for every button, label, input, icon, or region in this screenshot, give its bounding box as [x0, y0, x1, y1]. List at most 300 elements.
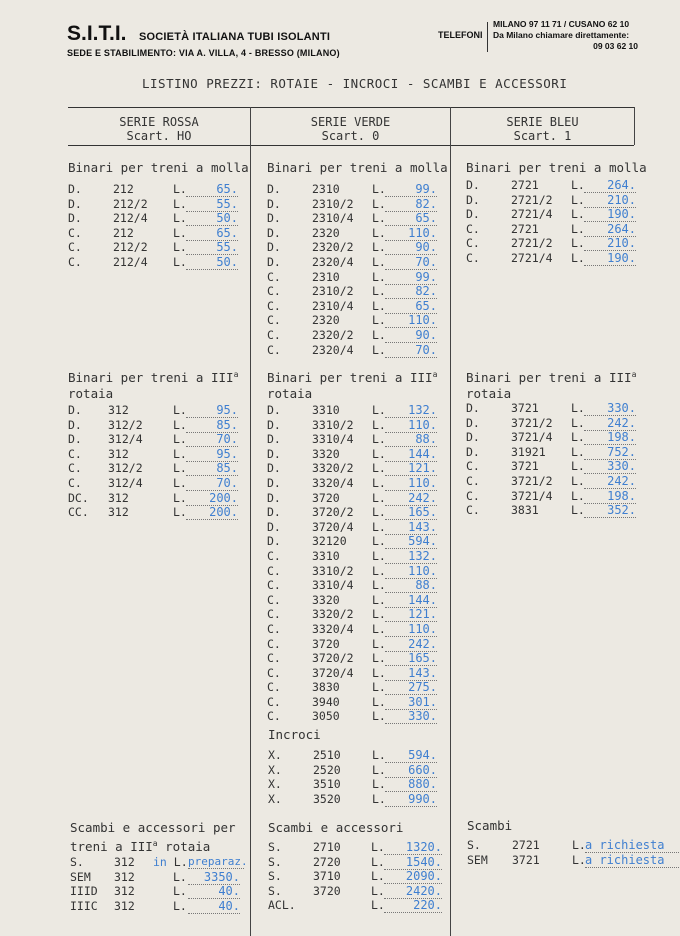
row-code: 2720: [313, 854, 341, 869]
row-price: 210.: [584, 236, 636, 251]
price-row: [268, 748, 448, 763]
title-part: rotaia: [157, 839, 211, 855]
row-price: 85.: [186, 461, 238, 476]
series-scale: Scart. 0: [321, 129, 380, 143]
row-currency: L.: [571, 459, 585, 474]
row-price: 70.: [186, 432, 238, 447]
title-part: treni a III: [70, 839, 153, 855]
price-row: [267, 197, 447, 212]
row-currency: L.: [372, 563, 386, 578]
row-price: 88.: [385, 432, 437, 447]
row-type: D.: [267, 534, 281, 549]
row-currency: L.: [372, 461, 386, 476]
row-type: D.: [267, 490, 281, 505]
price-row: [268, 763, 448, 778]
row-currency: L.: [571, 178, 585, 192]
price-row: [68, 211, 248, 226]
row-code: 2721: [511, 178, 539, 192]
row-code: 3721: [512, 852, 540, 867]
phone-box: [493, 19, 638, 52]
table-header-rule: [68, 145, 634, 146]
row-type: C.: [267, 578, 281, 593]
row-type: D.: [267, 240, 281, 255]
price-row: [267, 447, 447, 462]
price-row: [267, 343, 447, 358]
price-row: [466, 251, 646, 266]
row-currency: L.: [173, 505, 187, 520]
row-code: 2710: [313, 840, 341, 854]
section-title-molla-verde: Binari per treni a molla: [267, 160, 448, 175]
row-currency: L.: [372, 777, 386, 792]
row-currency: L.: [372, 446, 386, 461]
title-superscript: a: [631, 370, 637, 379]
row-currency: L.: [372, 240, 386, 255]
row-code: 3320/4: [312, 475, 354, 490]
price-row: [466, 489, 646, 504]
row-currency: L.: [372, 636, 386, 651]
row-type: C.: [68, 240, 82, 255]
phone-line-2: Da Milano chiamare direttamente:: [493, 30, 630, 40]
price-row: [466, 401, 646, 416]
price-list-terza-verde: [267, 403, 447, 724]
row-type: D.: [267, 461, 281, 476]
section-title-incroci: Incroci: [268, 727, 321, 742]
phone-divider: [487, 22, 488, 52]
row-price: 200.: [186, 505, 238, 520]
row-code: 2320: [312, 225, 340, 240]
row-code: 3310/4: [312, 432, 354, 447]
row-currency: L.: [571, 221, 585, 236]
row-code: 2721/4: [511, 250, 553, 265]
row-type: D.: [68, 432, 82, 447]
price-list-molla-rossa: [68, 182, 248, 270]
row-type: X.: [268, 791, 282, 806]
row-type: C.: [267, 651, 281, 666]
row-currency: L.: [173, 446, 187, 461]
row-currency: L.: [372, 578, 386, 593]
row-currency: L.: [571, 503, 585, 518]
series-scale: Scart. 1: [513, 129, 572, 143]
row-code: 3320/4: [312, 621, 354, 636]
row-type: C.: [267, 709, 281, 724]
row-code: 212/2: [113, 196, 148, 211]
row-currency: L.: [371, 869, 385, 884]
price-row: [70, 870, 250, 885]
row-price: 594.: [385, 748, 437, 763]
row-type: D.: [267, 225, 281, 240]
price-row: [466, 445, 646, 460]
title-part: Scambi e accessori per: [70, 820, 236, 835]
row-currency: L.: [372, 225, 386, 240]
company-address: SEDE E STABILIMENTO: VIA A. VILLA, 4 - BRESSO (MILANO): [67, 48, 340, 58]
row-type: C.: [466, 459, 480, 474]
row-currency: L.: [173, 884, 187, 899]
row-currency: L.: [372, 211, 386, 226]
row-price: 40.: [188, 899, 240, 914]
row-type: C.: [466, 473, 480, 488]
row-currency: L.: [372, 490, 386, 505]
row-code: 312: [108, 446, 129, 461]
price-row: [267, 299, 447, 314]
row-code: 312/2: [108, 417, 143, 432]
row-type: C.: [267, 680, 281, 695]
price-row: [267, 255, 447, 270]
row-code: 2520: [313, 762, 341, 777]
row-currency: L.: [372, 651, 386, 666]
row-code: 2310/2: [312, 196, 354, 211]
price-list-incroci-verde: [268, 748, 448, 806]
price-list-scambi-verde: [268, 840, 448, 913]
row-type: ACL.: [268, 898, 296, 913]
price-row: [68, 505, 248, 520]
row-code: 2721: [512, 838, 540, 852]
row-code: 3710: [313, 869, 341, 884]
row-code: 312: [114, 898, 135, 913]
row-currency: L.: [372, 762, 386, 777]
row-currency: L.: [173, 475, 187, 490]
price-row: [68, 226, 248, 241]
row-code: 3050: [312, 709, 340, 724]
price-row: [466, 459, 646, 474]
series-name: SERIE ROSSA: [119, 115, 199, 129]
row-code: 3721/2: [511, 473, 553, 488]
row-code: 3310: [312, 548, 340, 563]
row-currency: L.: [571, 444, 585, 459]
row-type: IIID: [70, 884, 98, 899]
row-code: 3320/2: [312, 607, 354, 622]
price-row: [267, 520, 447, 535]
title-superscript: a: [152, 839, 158, 848]
price-row: [267, 240, 447, 255]
phone-line-1: MILANO 97 11 71 / CUSANO 62 10: [493, 19, 630, 29]
row-price: 198.: [584, 430, 636, 445]
row-price: 220.: [384, 898, 442, 913]
row-type: S.: [467, 838, 481, 852]
row-code: 312: [114, 855, 135, 869]
row-code: 3830: [312, 680, 340, 695]
row-price: a richiesta: [585, 838, 679, 853]
row-type: SEM: [70, 869, 91, 884]
row-type: C.: [267, 327, 281, 342]
row-price: 2420.: [384, 884, 442, 899]
row-price: 65.: [385, 211, 437, 226]
price-row: [267, 182, 447, 197]
row-code: 2721/2: [511, 236, 553, 251]
price-row: [466, 416, 646, 431]
price-row: [68, 461, 248, 476]
row-type: X.: [268, 777, 282, 792]
row-price: 880.: [385, 777, 437, 792]
row-price: 352.: [584, 503, 636, 518]
row-type: D.: [68, 211, 82, 226]
title-superscript: a: [432, 370, 438, 379]
row-price: 1320.: [384, 840, 442, 855]
price-row: [267, 578, 447, 593]
row-type: C.: [267, 607, 281, 622]
row-type: C.: [267, 592, 281, 607]
row-code: 3310/2: [312, 563, 354, 578]
price-row: [267, 461, 447, 476]
section-title-molla-rossa: Binari per treni a molla: [68, 160, 249, 175]
row-type: D.: [267, 254, 281, 269]
row-currency: L.: [173, 211, 187, 226]
row-code: 212: [113, 182, 134, 196]
row-code: 2320/2: [312, 327, 354, 342]
row-currency: L.: [571, 401, 585, 415]
row-code: 3720/2: [312, 505, 354, 520]
price-row: [466, 503, 646, 518]
section-title-molla-bleu: Binari per treni a molla: [466, 160, 647, 175]
row-price: 660.: [385, 763, 437, 778]
row-type: C.: [267, 313, 281, 328]
row-code: 212/4: [113, 254, 148, 269]
row-price: 110.: [385, 418, 437, 433]
row-price: 82.: [385, 284, 437, 299]
price-row: [466, 474, 646, 489]
row-type: C.: [267, 298, 281, 313]
row-price: 70.: [385, 343, 437, 358]
row-code: 3510: [313, 777, 341, 792]
row-price: 200.: [186, 491, 238, 506]
row-type: S.: [268, 854, 282, 869]
row-type: C.: [68, 461, 82, 476]
row-type: D.: [267, 505, 281, 520]
row-type: D.: [68, 417, 82, 432]
row-code: 2320/4: [312, 254, 354, 269]
row-price: 143.: [385, 520, 437, 535]
row-code: 2721: [511, 221, 539, 236]
price-row: [267, 418, 447, 433]
row-code: 2320/4: [312, 342, 354, 357]
row-code: 212/4: [113, 211, 148, 226]
row-price: 65.: [186, 182, 238, 197]
row-currency: L.: [371, 898, 385, 913]
price-row: [268, 869, 448, 884]
row-price: 3350.: [188, 870, 240, 885]
row-currency: L.: [372, 182, 386, 196]
row-type: D.: [466, 430, 480, 445]
row-price: 121.: [385, 461, 437, 476]
row-currency: L.: [173, 196, 187, 211]
row-code: 212/2: [113, 240, 148, 255]
table-right-edge: [634, 107, 635, 145]
row-currency: L.: [372, 417, 386, 432]
row-type: D.: [267, 196, 281, 211]
row-code: 312: [108, 403, 129, 417]
row-code: 2320: [312, 313, 340, 328]
price-row: [268, 855, 448, 870]
row-currency: L.: [572, 852, 586, 867]
price-row: [267, 432, 447, 447]
price-row: [267, 534, 447, 549]
row-price: a richiesta: [585, 853, 679, 868]
row-currency: L.: [372, 254, 386, 269]
price-row: [466, 430, 646, 445]
row-currency: L.: [372, 284, 386, 299]
row-currency: L.: [372, 748, 386, 762]
row-currency: L.: [571, 207, 585, 222]
row-currency: L.: [372, 791, 386, 806]
row-code: 312: [108, 490, 129, 505]
row-type: C.: [267, 284, 281, 299]
row-price: 143.: [385, 666, 437, 681]
row-currency: L.: [173, 403, 187, 417]
column-header-verde: [251, 115, 450, 143]
row-price: 242.: [385, 491, 437, 506]
row-price: 594.: [385, 534, 437, 549]
row-type: D.: [466, 192, 480, 207]
row-code: 3940: [312, 694, 340, 709]
row-price: 99.: [385, 270, 437, 285]
price-row: [267, 284, 447, 299]
row-currency: L.: [372, 505, 386, 520]
price-row: [268, 792, 448, 807]
price-row: [267, 270, 447, 285]
row-type: C.: [68, 254, 82, 269]
section-title-terza-verde: [267, 367, 437, 402]
row-price: 301.: [385, 695, 437, 710]
row-code: 3310/2: [312, 417, 354, 432]
row-type: C.: [466, 250, 480, 265]
price-row: [267, 564, 447, 579]
row-price: 110.: [385, 564, 437, 579]
section-title-scambi-verde: Scambi e accessori: [268, 820, 404, 835]
column-header-rossa: [68, 115, 250, 143]
row-currency: L.: [372, 548, 386, 563]
price-row: [68, 403, 248, 418]
title-part: rotaia: [466, 386, 512, 402]
row-price: 990.: [385, 792, 437, 807]
row-code: 2310/4: [312, 298, 354, 313]
row-type: C.: [267, 269, 281, 284]
table-top-rule: [68, 107, 634, 108]
row-currency: L.: [173, 417, 187, 432]
row-price: 70.: [385, 255, 437, 270]
row-code: 2721/2: [511, 192, 553, 207]
section-title-terza-rossa: [68, 367, 238, 402]
row-type: D.: [267, 211, 281, 226]
row-type: DC.: [68, 490, 89, 505]
company-header: [67, 22, 330, 46]
row-price: 210.: [584, 193, 636, 208]
row-type: D.: [267, 182, 281, 196]
row-currency: L.: [371, 840, 385, 854]
company-brand: S.I.T.I.: [67, 22, 127, 45]
row-price: 198.: [584, 489, 636, 504]
row-code: 312/2: [108, 461, 143, 476]
row-code: 312: [114, 884, 135, 899]
price-row: [68, 418, 248, 433]
row-currency: L.: [372, 475, 386, 490]
row-currency: L.: [571, 415, 585, 430]
row-currency: L.: [372, 680, 386, 695]
price-row: [267, 593, 447, 608]
price-row: [267, 666, 447, 681]
price-row: [466, 178, 646, 193]
row-type: X.: [268, 748, 282, 762]
row-price: 264.: [584, 222, 636, 237]
row-currency: L.: [372, 621, 386, 636]
row-code: 3310/4: [312, 578, 354, 593]
handwritten-note: in: [153, 855, 174, 869]
row-type: S.: [268, 883, 282, 898]
row-type: D.: [466, 178, 480, 192]
row-currency: L.: [173, 182, 187, 196]
row-code: 3520: [313, 791, 341, 806]
price-row: [267, 226, 447, 241]
price-row: [267, 476, 447, 491]
row-type: C.: [68, 446, 82, 461]
row-currency: L.: [372, 709, 386, 724]
row-price: 121.: [385, 607, 437, 622]
price-row: [267, 651, 447, 666]
row-code: 3310: [312, 403, 340, 417]
price-row: [268, 884, 448, 899]
row-code: 3721: [511, 459, 539, 474]
title-part: rotaia: [267, 386, 313, 402]
row-currency: L.: [372, 432, 386, 447]
row-currency: L.: [571, 488, 585, 503]
row-price: 264.: [584, 178, 636, 193]
row-price: 330.: [584, 401, 636, 416]
company-name: SOCIETÀ ITALIANA TUBI ISOLANTI: [138, 31, 331, 43]
series-name: SERIE VERDE: [310, 115, 391, 129]
row-price: 242.: [385, 637, 437, 652]
price-row: [267, 549, 447, 564]
row-type: S.: [268, 869, 282, 884]
row-type: C.: [267, 636, 281, 651]
price-row: [268, 840, 448, 855]
row-type: C.: [267, 694, 281, 709]
row-price: 50.: [186, 211, 238, 226]
row-type: D.: [466, 401, 480, 415]
price-row: [267, 637, 447, 652]
section-title-scambi-rossa: [70, 820, 236, 855]
row-code: 2320/2: [312, 240, 354, 255]
row-price: 242.: [584, 474, 636, 489]
row-price: 95.: [186, 403, 238, 418]
price-row: [466, 207, 646, 222]
row-code: 3721: [511, 401, 539, 415]
row-currency: L.: [173, 461, 187, 476]
row-price: 242.: [584, 416, 636, 431]
row-type: C.: [466, 236, 480, 251]
price-row: [267, 709, 447, 724]
row-price: 275.: [385, 680, 437, 695]
row-price: 110.: [385, 622, 437, 637]
row-code: 2510: [313, 748, 341, 762]
row-code: 2310: [312, 269, 340, 284]
row-price: 110.: [385, 313, 437, 328]
price-row: [267, 505, 447, 520]
row-code: 3721/4: [511, 488, 553, 503]
title-part: Binari per treni a III: [466, 370, 632, 386]
row-price: 110.: [385, 476, 437, 491]
row-code: 212: [113, 225, 134, 240]
price-row: [267, 491, 447, 506]
price-row: [466, 236, 646, 251]
row-type: C.: [267, 563, 281, 578]
row-currency: L.: [372, 269, 386, 284]
price-row: [70, 884, 250, 899]
row-code: 3720/2: [312, 651, 354, 666]
row-type: D.: [466, 444, 480, 459]
row-price: 132.: [385, 549, 437, 564]
row-type: D.: [466, 207, 480, 222]
row-currency: L.: [173, 432, 187, 447]
row-currency: L.: [372, 327, 386, 342]
price-list-molla-verde: [267, 182, 447, 357]
